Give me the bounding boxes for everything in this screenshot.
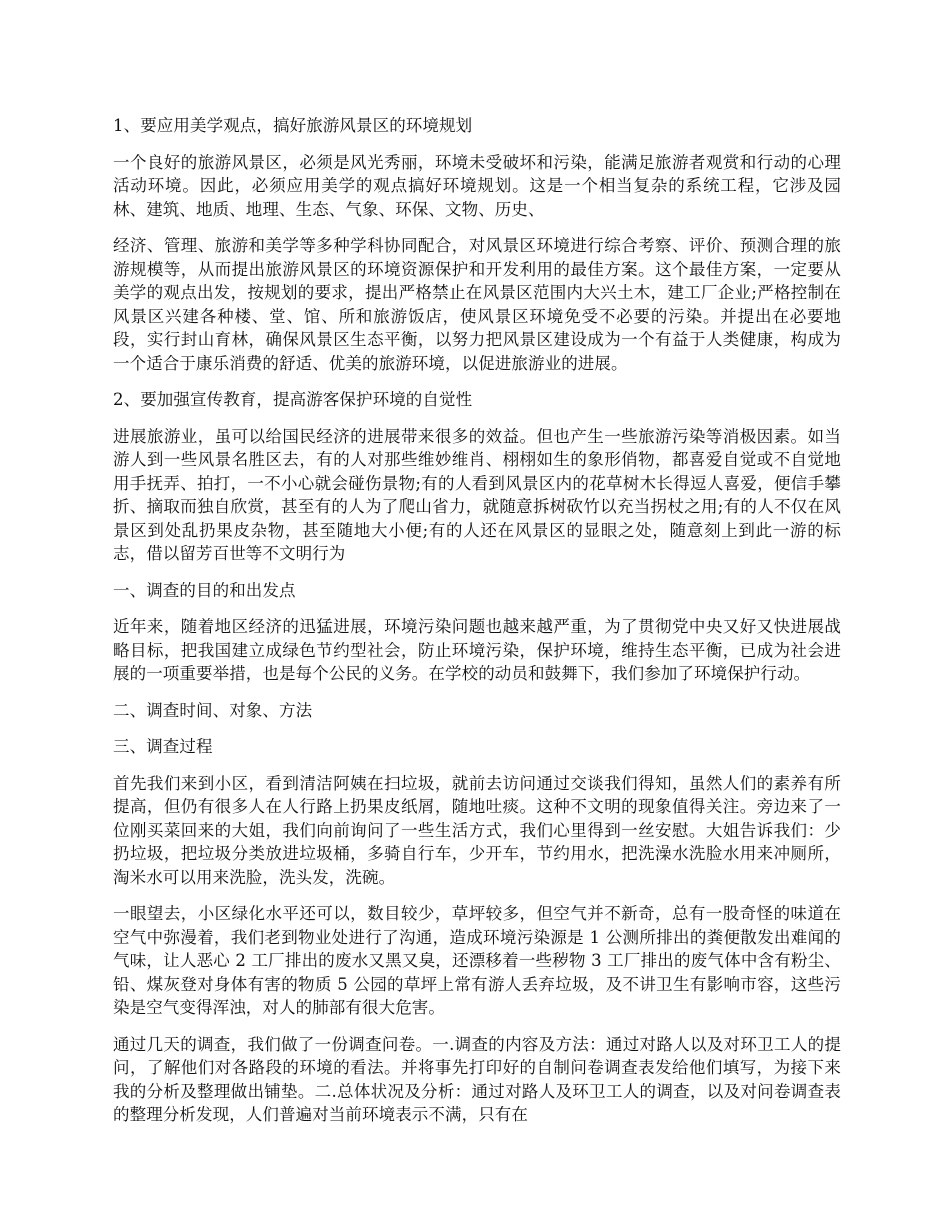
paragraph-1: 一个良好的旅游风景区，必须是风光秀丽，环境未受破坏和污染，能满足旅游者观赏和行动的心理活动环境。因此，必须应用美学的观点搞好环境规划。这是一个相当复杂的系统工程，它涉及园林、建筑、地质、地理、生态、气象、环保、文物、历史、 bbox=[113, 152, 841, 219]
section-heading-5: 三、调查过程 bbox=[113, 737, 213, 756]
paragraph-7: 通过几天的调查，我们做了一份调查问卷。一.调查的内容及方法：通过对路人以及对环卫工人的提问，了解他们对各路段的环境的看法。并将事先打印好的自制问卷调查表发给他们填写，为接下来我的分析及整理做出铺垫。二.总体状况及分析：通过对路人及环卫工人的调查，以及对问卷调查表的整理分析发现，人们普遍对当前环境表示不满，只有在 bbox=[113, 1034, 841, 1124]
paragraph-6: 一眼望去，小区绿化水平还可以，数目较少，草坪较多，但空气并不新奇，总有一股奇怪的味道在空气中弥漫着，我们老到物业处进行了沟通，造成环境污染源是 1 公测所排出的粪便散发出难闻的气味，让人恶心 2 工厂排出的废水又黑又臭，还漂移着一些秽物 3 工厂排出的废气体中含有粉尘、铅、煤灰登对身体有害的物质 5 公园的草坪上常有游人丢弃垃圾，及不讲卫生有影响市容，这些污染是空气变得浑浊，对人的肺部有很大危害。 bbox=[113, 904, 841, 1017]
paragraph-4: 近年来，随着地区经济的迅猛进展，环境污染问题也越来越严重，为了贯彻党中央又好又快进展战略目标，把我国建立成绿色节约型社会，防止环境污染，保护环境，维持生态平衡，已成为社会进展的一项重要举措，也是每个公民的义务。在学校的动员和鼓舞下，我们参加了环境保护行动。 bbox=[113, 617, 841, 683]
section-heading-3: 一、调查的目的和出发点 bbox=[113, 580, 296, 600]
section-heading-2: 2、要加强宣传教育，提高游客保护环境的自觉性 bbox=[113, 390, 473, 409]
document-page bbox=[113, 114, 841, 1140]
section-heading-1: 1、要应用美学观点，搞好旅游风景区的环境规划 bbox=[113, 116, 473, 135]
paragraph-3: 进展旅游业，虽可以给国民经济的进展带来很多的效益。但也产生一些旅游污染等消极因素。如当游人到一些风景名胜区去，有的人对那些维妙维肖、栩栩如生的象形俏物，都喜爱自觉或不自觉地用手抚弄、拍打，一不小心就会碰伤景物;有的人看到风景区内的花草树木长得逗人喜爱，便信手攀折、摘取而独自欣赏，甚至有的人为了爬山省力，就随意拆树砍竹以充当拐杖之用;有的人不仅在风景区到处乱扔果皮杂物，甚至随地大小便;有的人还在风景区的显眼之处，随意刻上到此一游的标志，借以留芳百世等不文明行为 bbox=[113, 426, 841, 563]
section-heading-4: 二、调查时间、对象、方法 bbox=[113, 700, 313, 720]
paragraph-5: 首先我们来到小区，看到清洁阿姨在扫垃圾，就前去访问通过交谈我们得知，虽然人们的素养有所提高，但仍有很多人在人行路上扔果皮纸屑，随地吐痰。这种不文明的现象值得关注。旁边来了一位刚买菜回来的大姐，我们向前询问了一些生活方式，我们心里得到一丝安慰。大姐告诉我们：少扔垃圾，把垃圾分类放进垃圾桶，多骑自行车，少开车，节约用水，把洗澡水洗脸水用来冲厕所，淘米水可以用来洗脸，洗头发，洗碗。 bbox=[113, 773, 841, 887]
paragraph-2: 经济、管理、旅游和美学等多种学科协同配合，对风景区环境进行综合考察、评价、预测合理的旅游规模等，从而提出旅游风景区的环境资源保护和开发利用的最佳方案。这个最佳方案，一定要从美学的观点出发，按规划的要求，提出严格禁止在风景区范围内大兴土木，建工厂企业;严格控制在风景区兴建各种楼、堂、馆、所和旅游饭店，使风景区环境免受不必要的污染。并提出在必要地段，实行封山育林，确保风景区生态平衡，以努力把风景区建设成为一个有益于人类健康，构成为一个适合于康乐消费的舒适、优美的旅游环境，以促进旅游业的进展。 bbox=[113, 236, 841, 373]
